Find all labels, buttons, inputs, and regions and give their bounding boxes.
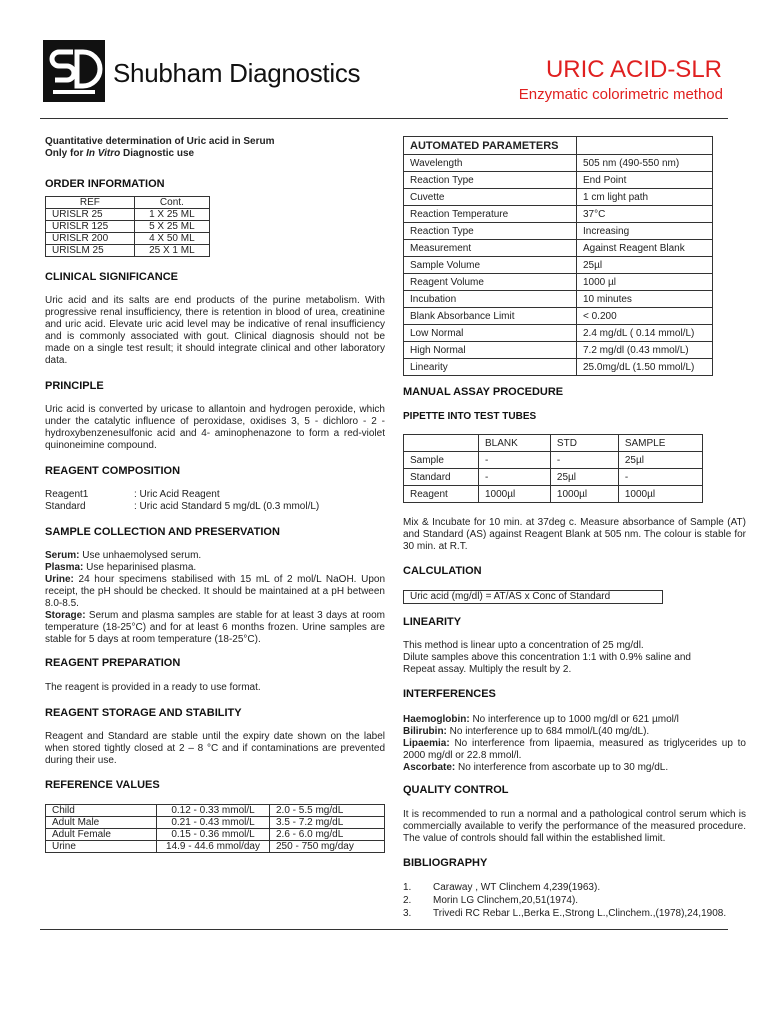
interference-text: No interference up to 684 mmol/L(40 mg/dL). (446, 726, 650, 737)
reference-cell: Adult Male (46, 817, 157, 829)
reagent-composition-row (45, 501, 385, 513)
sample-item (45, 610, 385, 646)
storage-section (45, 707, 385, 767)
automated-row (404, 206, 713, 223)
parameter-name: Wavelength (404, 155, 577, 172)
automated-heading-blank (577, 137, 713, 155)
bibliography-item (403, 882, 746, 894)
pipette-cell: 25µl (550, 469, 618, 486)
intro-line-2-post: Diagnostic use (120, 148, 195, 159)
parameter-name: Measurement (404, 240, 577, 257)
interference-label: Ascorbate: (403, 762, 456, 773)
intro-line-2 (45, 148, 385, 160)
parameter-value: 37°C (577, 206, 713, 223)
reference-cell: 2.0 - 5.5 mg/dL (270, 805, 385, 817)
reference-table (45, 804, 385, 853)
linearity-line-1: This method is linear upto a concentration of 25 mg/dl. (403, 640, 644, 651)
reference-row (46, 805, 385, 817)
calculation-formula: Uric acid (mg/dl) = AT/AS x Conc of Standard (403, 590, 663, 604)
automated-row (404, 274, 713, 291)
linearity-heading: LINEARITY (403, 616, 462, 628)
parameter-value: 25µl (577, 257, 713, 274)
interferences-section (403, 688, 746, 774)
interference-label: Bilirubin: (403, 726, 447, 737)
interference-item (403, 762, 746, 774)
header-divider (40, 118, 728, 119)
manual-section (403, 386, 746, 423)
order-cont-cell: 1 X 25 ML (134, 209, 209, 221)
principle-text: Uric acid is converted by uricase to allantoin and hydrogen peroxide, which under the catalytic influence of peroxidase, oxidises 3, 5 - dichloro - 2 - hydroxybenzenesulfonic acid and 4- aminophenazone to form a red-violet quinoneimine compound. (45, 404, 385, 451)
reference-section (45, 779, 385, 791)
bibliography-text: Caraway , WT Clinchem 4,239(1963). (433, 882, 601, 893)
reagent-description: : Uric acid Standard 5 mg/dL (0.3 mmol/L) (134, 501, 320, 512)
pipette-table (403, 434, 703, 503)
order-heading (45, 178, 385, 191)
bibliography-section (403, 857, 746, 921)
order-cont-cell: 25 X 1 ML (134, 245, 209, 257)
pipette-row (404, 486, 703, 503)
bibliography-number: 3. (403, 908, 412, 919)
sample-item-text: Use unhaemolysed serum. (79, 550, 202, 561)
reagent-composition-section (45, 465, 385, 513)
bibliography-item (403, 895, 746, 907)
parameter-name: Blank Absorbance Limit (404, 308, 577, 325)
linearity-section (403, 616, 746, 676)
clinical-section (45, 271, 385, 367)
clinical-text: Uric acid and its salts are end products of the purine metabolism. With progressive renal insufficiency, there is retention in blood of urea, creatinine and uric acid. Elevate uric acid level may be indicative of renal insufficiency and is commonly associated with gout. Clinical diagnosis should not be made on a single test result; it should integrate clinical and other laboratory data. (45, 295, 385, 366)
automated-row (404, 189, 713, 206)
product-title: URIC ACID-SLR (545, 56, 722, 83)
pipette-cell: Reagent (404, 486, 479, 503)
order-ref-cell: URISLM 25 (46, 245, 135, 257)
intro (45, 136, 385, 160)
reference-row (46, 829, 385, 841)
prep-heading: REAGENT PREPARATION (45, 657, 181, 669)
automated-row (404, 291, 713, 308)
manual-subheading: PIPETTE INTO TEST TUBES (403, 411, 537, 422)
bibliography-heading: BIBLIOGRAPHY (403, 857, 488, 869)
parameter-name: Sample Volume (404, 257, 577, 274)
pipette-cell: 25µl (618, 452, 702, 469)
pipette-row (404, 452, 703, 469)
calculation-section (403, 565, 746, 604)
sd-logo-icon (43, 40, 105, 102)
qc-section (403, 784, 746, 845)
automated-row (404, 308, 713, 325)
reference-cell: 2.6 - 6.0 mg/dL (270, 829, 385, 841)
bibliography-text: Trivedi RC Rebar L.,Berka E.,Strong L.,Clinchem.,(1978),24,1908. (433, 908, 727, 919)
sample-item (45, 562, 385, 574)
parameter-value: End Point (577, 172, 713, 189)
order-heading-text: ORDER INFORMATION (45, 178, 165, 190)
order-row (46, 221, 210, 233)
order-row (46, 245, 210, 257)
pipette-cell: - (479, 469, 551, 486)
parameter-value: 10 minutes (577, 291, 713, 308)
parameter-name: Incubation (404, 291, 577, 308)
parameter-value: 7.2 mg/dl (0.43 mmol/L) (577, 342, 713, 359)
principle-heading: PRINCIPLE (45, 380, 104, 392)
pipette-col-header: BLANK (479, 435, 551, 452)
automated-row (404, 342, 713, 359)
parameter-name: Reaction Temperature (404, 206, 577, 223)
pipette-cell: 1000µl (550, 486, 618, 503)
sample-item-label: Storage: (45, 610, 86, 621)
order-ref-cell: URISLR 200 (46, 233, 135, 245)
interference-item (403, 726, 746, 738)
calculation-heading: CALCULATION (403, 565, 482, 577)
sample-item-text: Use heparinised plasma. (83, 562, 197, 573)
reference-cell: Urine (46, 841, 157, 853)
linearity-line-2: Dilute samples above this concentration 1:1 with 0.9% saline and (403, 652, 691, 663)
pipette-cell: Sample (404, 452, 479, 469)
automated-row (404, 325, 713, 342)
automated-heading: AUTOMATED PARAMETERS (404, 137, 577, 155)
reagent-name: Reagent1 (45, 489, 89, 500)
pipette-cell: - (479, 452, 551, 469)
manual-text: Mix & Incubate for 10 min. at 37deg c. Measure absorbance of Sample (AT) and Standard (AS) against Reagent Blank at 505 nm. The colour is stable for 30 min. at R.T. (403, 517, 746, 552)
order-col-cont: Cont. (134, 197, 209, 209)
order-row (46, 209, 210, 221)
sample-item-text: Serum and plasma samples are stable for at least 3 days at room temperature (18-25°C) and for at least 6 months frozen. Urine samples are stable for 5 days at room temperature (18-25°C). (45, 610, 385, 645)
intro-line-2-pre: Only for (45, 148, 87, 159)
reagent-composition-rows (45, 489, 385, 513)
interference-text: No interference up to 1000 mg/dl or 621 µmol/l (469, 714, 679, 725)
automated-row (404, 155, 713, 172)
pipette-col-header (404, 435, 479, 452)
parameter-value: < 0.200 (577, 308, 713, 325)
pipette-cell: 1000µl (618, 486, 702, 503)
parameter-name: Low Normal (404, 325, 577, 342)
sample-item (45, 550, 385, 562)
automated-row (404, 172, 713, 189)
storage-text: Reagent and Standard are stable until the expiry date shown on the label when stored tightly closed at 2 – 8 °C and if contaminations are prevented during their use. (45, 731, 385, 766)
reference-cell: 3.5 - 7.2 mg/dL (270, 817, 385, 829)
reagent-description: : Uric Acid Reagent (134, 489, 220, 500)
sample-heading: SAMPLE COLLECTION AND PRESERVATION (45, 526, 280, 538)
parameter-value: Against Reagent Blank (577, 240, 713, 257)
bibliography-number: 1. (403, 882, 412, 893)
parameter-value: Increasing (577, 223, 713, 240)
sample-section (45, 526, 385, 646)
order-col-ref: REF (46, 197, 135, 209)
qc-text: It is recommended to run a normal and a pathological control serum which is commercially available to verify the performance of the measured procedure. The value of controls should fall within the established limit. (403, 809, 746, 844)
interferences-heading: INTERFERENCES (403, 688, 496, 700)
automated-parameters-table (403, 136, 713, 376)
reference-cell: Adult Female (46, 829, 157, 841)
parameter-name: Reaction Type (404, 172, 577, 189)
interference-item (403, 714, 746, 726)
linearity-line-3: Repeat assay. Multiply the result by 2. (403, 664, 572, 675)
reference-heading: REFERENCE VALUES (45, 779, 160, 791)
product-subtitle: Enzymatic colorimetric method (518, 86, 723, 103)
principle-section (45, 380, 385, 452)
company-name: Shubham Diagnostics (113, 58, 361, 88)
reference-cell: Child (46, 805, 157, 817)
intro-line-2-em: In Vitro (86, 148, 121, 159)
prep-text: The reagent is provided in a ready to use format. (45, 682, 261, 693)
parameter-value: 1 cm light path (577, 189, 713, 206)
parameter-name: Reaction Type (404, 223, 577, 240)
bibliography-items (403, 882, 746, 920)
parameter-name: Reagent Volume (404, 274, 577, 291)
order-cont-cell: 4 X 50 ML (134, 233, 209, 245)
order-ref-cell: URISLR 125 (46, 221, 135, 233)
qc-heading: QUALITY CONTROL (403, 784, 509, 796)
linearity-lines (403, 640, 746, 676)
pipette-col-header: SAMPLE (618, 435, 702, 452)
pipette-cell: 1000µl (479, 486, 551, 503)
automated-row (404, 257, 713, 274)
parameter-name: High Normal (404, 342, 577, 359)
pipette-cell: - (550, 452, 618, 469)
sample-items (45, 550, 385, 646)
order-ref-cell: URISLR 25 (46, 209, 135, 221)
sample-item-label: Serum: (45, 550, 80, 561)
pipette-cell: - (618, 469, 702, 486)
automated-row (404, 359, 713, 376)
sample-item-text: 24 hour specimens stabilised with 15 mL of 2 mol/L NaOH. Upon receipt, the pH should be checked. It should be maintained at a pH between 8.0-8.5. (45, 574, 385, 609)
interference-label: Lipaemia: (403, 738, 450, 749)
sample-item-label: Plasma: (45, 562, 84, 573)
company-logo (43, 40, 105, 102)
sample-item-label: Urine: (45, 574, 74, 585)
reference-cell: 0.15 - 0.36 mmol/L (157, 829, 270, 841)
intro-line-1: Quantitative determination of Uric acid in Serum (45, 136, 275, 147)
interference-text: No interference from lipaemia, measured as triglycerides up to 2000 mg/dl or 22.8 mmol/l. (403, 738, 746, 761)
parameter-name: Linearity (404, 359, 577, 376)
parameter-value: 25.0mg/dL (1.50 mmol/L) (577, 359, 713, 376)
reagent-composition-heading: REAGENT COMPOSITION (45, 465, 181, 477)
interference-text: No interference from ascorbate up to 30 mg/dL. (455, 762, 669, 773)
parameter-value: 2.4 mg/dL ( 0.14 mmol/L) (577, 325, 713, 342)
parameter-name: Cuvette (404, 189, 577, 206)
parameter-value: 505 nm (490-550 nm) (577, 155, 713, 172)
reagent-name: Standard (45, 501, 86, 512)
bibliography-text: Morin LG Clinchem,20,51(1974). (433, 895, 579, 906)
bibliography-number: 2. (403, 895, 412, 906)
reagent-composition-row (45, 489, 385, 501)
interference-item (403, 738, 746, 762)
reference-cell: 14.9 - 44.6 mmol/day (157, 841, 270, 853)
automated-row (404, 240, 713, 257)
reference-row (46, 841, 385, 853)
pipette-col-header: STD (550, 435, 618, 452)
reference-cell: 250 - 750 mg/day (270, 841, 385, 853)
prep-section (45, 657, 385, 694)
automated-row (404, 223, 713, 240)
reference-cell: 0.12 - 0.33 mmol/L (157, 805, 270, 817)
order-row (46, 233, 210, 245)
bibliography-item (403, 908, 746, 920)
footer-divider (40, 929, 728, 930)
sample-item (45, 574, 385, 610)
clinical-heading: CLINICAL SIGNIFICANCE (45, 271, 179, 283)
order-cont-cell: 5 X 25 ML (134, 221, 209, 233)
pipette-row (404, 469, 703, 486)
manual-heading: MANUAL ASSAY PROCEDURE (403, 386, 564, 398)
manual-text-block (403, 517, 746, 553)
pipette-cell: Standard (404, 469, 479, 486)
storage-heading: REAGENT STORAGE AND STABILITY (45, 707, 242, 719)
order-table (45, 196, 210, 257)
interferences-items (403, 714, 746, 774)
reference-row (46, 817, 385, 829)
reference-cell: 0.21 - 0.43 mmol/L (157, 817, 270, 829)
parameter-value: 1000 µl (577, 274, 713, 291)
interference-label: Haemoglobin: (403, 714, 470, 725)
